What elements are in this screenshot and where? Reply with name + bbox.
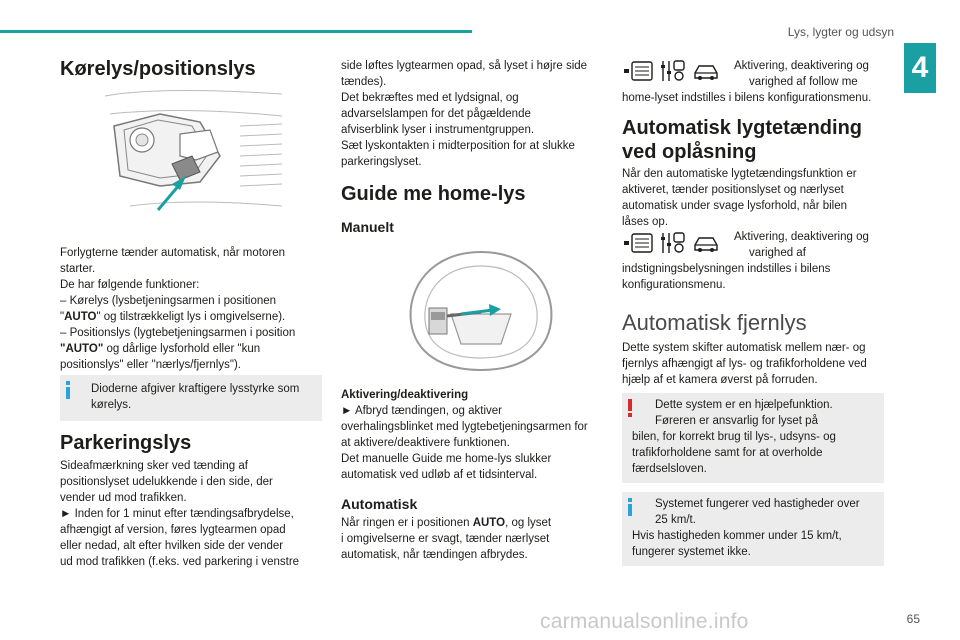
parkeringslys-paragraph: Sideafmærkning sker ved tænding af positionslyset udelukkende i den side, der vender ud mod trafikken. ► Inden for 1 minut efter tændingsafbrydelse, afhængigt af version, føres lygtearmen opad eller nedad, alt efter hvilken side der vender ud mod trafikken (f.eks. ved parkering i venstre — [60, 460, 300, 568]
watermark: carmanualsonline.info — [540, 610, 749, 633]
chapter-number: 4 — [904, 43, 936, 93]
fjernlys-paragraph: Dette system skifter automatisk mellem nær- og fjernlys afhængigt af lys- og trafikforholdene ved hjælp af et kamera øverst på forruden. — [622, 342, 867, 386]
info-box-diodes — [60, 375, 322, 421]
config-text-1: Aktivering, deaktivering og varighed af follow me — [734, 60, 869, 88]
section-title: Lys, lygter og udsyn — [787, 25, 894, 39]
warning-box — [622, 393, 884, 483]
car-icon — [692, 61, 720, 81]
info-text-top: Systemet fungerer ved hastigheder over 25 km/t. — [655, 498, 860, 526]
warning-icon — [628, 399, 632, 417]
config-icons-1 — [624, 59, 720, 83]
info-icon — [628, 498, 632, 516]
heading-parkeringslys: Parkeringslys — [60, 432, 192, 454]
config-tail-2: indstigningsbelysningen indstilles i bilens konfigurationsmenu. — [622, 263, 831, 291]
headlight-illustration — [100, 86, 282, 236]
config-icons-2 — [624, 231, 720, 255]
heading-automatisk-lygtetaending: Automatisk lygtetænding ved oplåsning — [622, 117, 863, 163]
info-text-line: Dioderne afgiver kraftigere lysstyrke som — [91, 383, 300, 395]
activation-title: Aktivering/deaktivering — [341, 389, 469, 401]
header-accent-bar — [0, 30, 472, 33]
light-screen-icon — [624, 232, 654, 254]
settings-panel-icon — [660, 59, 686, 83]
heading-automatisk-fjernlys: Automatisk fjernlys — [622, 310, 807, 335]
warning-text-top: Dette system er en hjælpefunktion. Føreren er ansvarlig for lyset på — [655, 399, 833, 427]
heading-korelys: Kørelys/positionslys — [60, 58, 256, 80]
steering-wheel-illustration — [401, 244, 561, 374]
info-text-bottom: Hvis hastigheden kommer under 15 km/t, fungerer systemet ikke. — [632, 530, 842, 558]
heading-guide-me-home: Guide me home-lys — [341, 183, 526, 205]
activation-paragraph: ► Afbryd tændingen, og aktiver overhalingsblinket med lygtebetjeningsarmen for at aktivere/deaktivere funktionen. Det manuelle Guide me home-lys slukker automatisk ved udløb af et tidsinterval. — [341, 405, 588, 481]
parkeringslys-continued: side løftes lygtearmen opad, så lyset i højre side tændes). Det bekræftes med et lydsignal, og advarselslampen for det pågældende afviserblink lyser i instrumentgruppen. Sæt lyskontakten i midterposition for at slukke parkeringslyset. — [341, 60, 588, 168]
subheading-automatisk: Automatisk — [341, 496, 418, 512]
settings-panel-icon — [660, 231, 686, 255]
info-icon — [66, 381, 70, 399]
light-screen-icon — [624, 60, 654, 82]
info-box-speed — [622, 492, 884, 566]
korelys-paragraph: Forlygterne tænder automatisk, når motoren starter. De har følgende funktioner: – Kørelys (lysbetjeningsarmen i positionen "AUTO" og tilstrækkeligt lys i omgivelserne). – Positionslys (lygtebetjeningsarmen i position "AUTO" og dårlige lysforhold eller "kun positionslys" eller "nærlys/fjernlys"). — [60, 247, 296, 371]
info-text-line: kørelys. — [91, 399, 132, 411]
lygtetaending-paragraph: Når den automatiske lygtetændingsfunktion er aktiveret, tænder positionslyset og nærlyset automatisk under svage lysforhold, når bilen låses op. — [622, 168, 857, 228]
warning-text-bottom: bilen, for korrekt brug til lys-, udsyns- og trafikforholdene samt for at overholde færdselsloven. — [632, 431, 836, 475]
automatisk-paragraph: Når ringen er i positionen AUTO, og lyset i omgivelserne er svagt, tænder nærlyset automatisk, når tændingen afbrydes. — [341, 517, 552, 561]
config-text-2: Aktivering, deaktivering og varighed af — [734, 231, 869, 259]
car-icon — [692, 233, 720, 253]
page-number: 65 — [906, 612, 920, 626]
config-tail-1: home-lyset indstilles i bilens konfigurationsmenu. — [622, 92, 872, 104]
subheading-manuelt: Manuelt — [341, 219, 394, 235]
